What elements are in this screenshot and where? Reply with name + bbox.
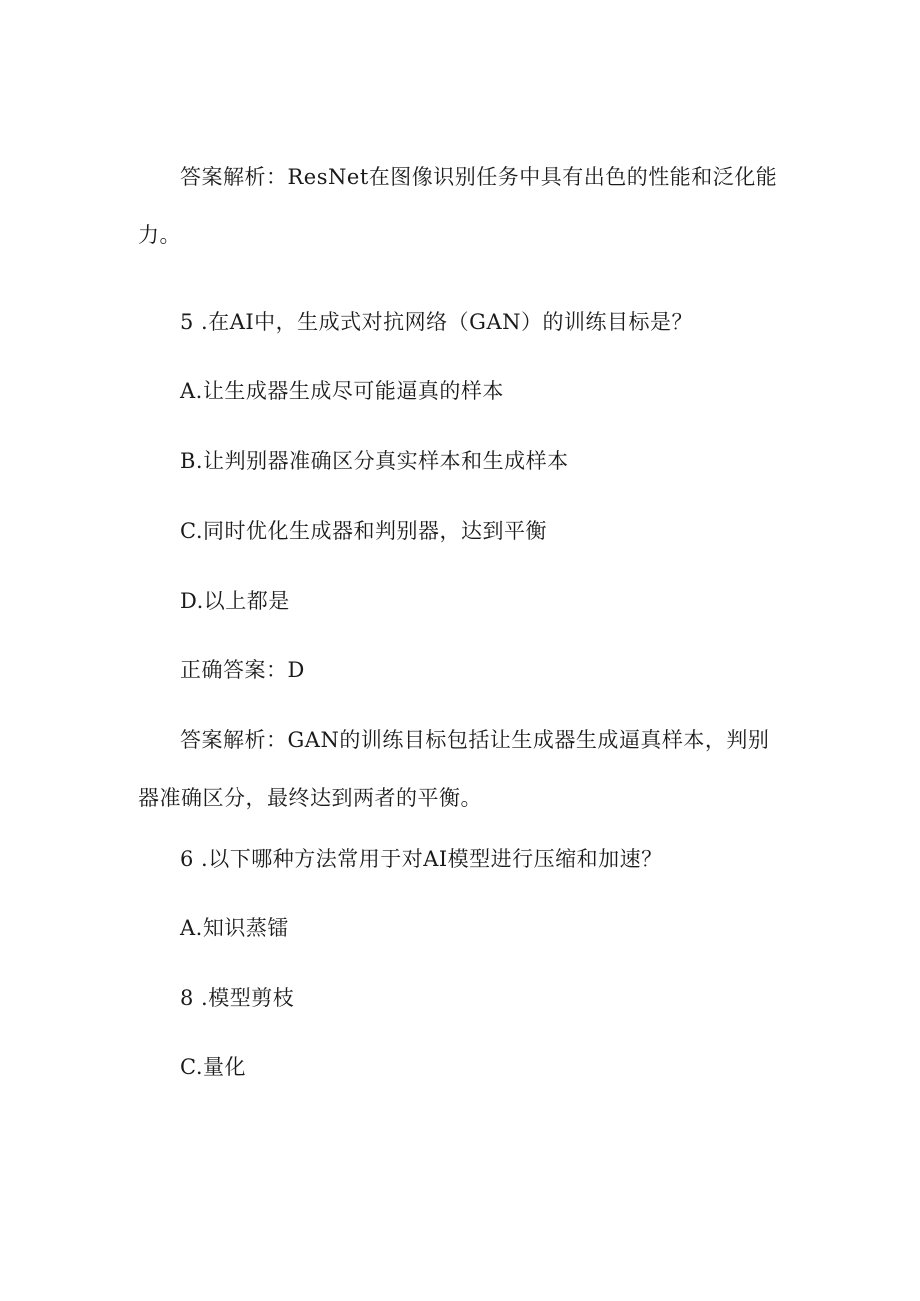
option-d-q5: D.以上都是 — [180, 589, 290, 613]
option-b-q6: 8 .模型剪枝 — [180, 986, 295, 1010]
option-b-q5: B.让判别器准确区分真实样本和生成样本 — [180, 449, 569, 473]
option-a-q5: A.让生成器生成尽可能逼真的样本 — [180, 379, 504, 403]
question-stem-q6: 6 .以下哪种方法常用于对AI模型进行压缩和加速？ — [180, 847, 663, 871]
explanation-text: 答案解析：ResNet在图像识别任务中具有出色的性能和泛化能力。 — [138, 165, 778, 247]
option-c-q5: C.同时优化生成器和判别器，达到平衡 — [180, 519, 547, 543]
question-stem-q5: 5 .在AI中，生成式对抗网络（GAN）的训练目标是？ — [180, 310, 693, 334]
explanation-paragraph-q5 — [138, 711, 788, 827]
option-c-q6: C.量化 — [180, 1055, 246, 1079]
explanation-text: 答案解析：GAN的训练目标包括让生成器生成逼真样本，判别器准确区分，最终达到两者的平衡。 — [138, 728, 770, 810]
explanation-paragraph-q4 — [138, 148, 788, 264]
option-a-q6: A.知识蒸镭 — [180, 916, 289, 940]
correct-answer-q5: 正确答案：D — [180, 658, 305, 682]
